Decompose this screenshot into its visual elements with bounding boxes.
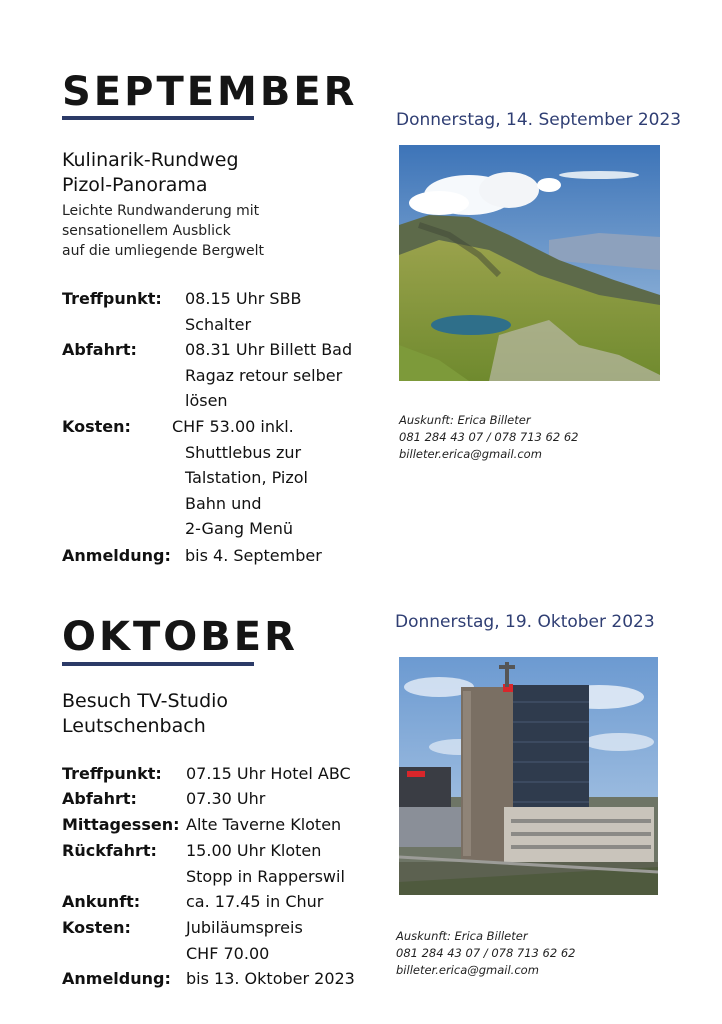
- detail-label: Treffpunkt:: [62, 289, 162, 308]
- detail-label: Rückfahrt:: [62, 841, 157, 860]
- value-line: 15.00 Uhr Kloten: [186, 841, 322, 860]
- month-heading-september: SEPTEMBER: [62, 69, 358, 115]
- detail-value: [186, 786, 265, 812]
- event-title-september: [62, 148, 239, 198]
- value-line: CHF 53.00 inkl.: [172, 417, 294, 436]
- detail-label: Anmeldung:: [62, 546, 171, 565]
- detail-label: Kosten:: [62, 918, 131, 937]
- detail-value: [172, 414, 308, 542]
- value-line: ca. 17.45 in Chur: [186, 892, 324, 911]
- value-line: 07.15 Uhr Hotel ABC: [186, 764, 351, 783]
- description-line: sensationellem Ausblick: [62, 223, 231, 239]
- value-line: Stopp in Rapperswil: [186, 866, 345, 886]
- value-line: Schalter: [185, 314, 252, 334]
- value-line: lösen: [185, 391, 228, 410]
- description-line: Leichte Rundwanderung mit: [62, 203, 260, 219]
- detail-label: Treffpunkt:: [62, 764, 162, 783]
- detail-label: Abfahrt:: [62, 340, 137, 359]
- mountain-lake-photo: [399, 145, 660, 381]
- value-line: Jubiläumspreis: [186, 918, 303, 937]
- month-heading-oktober: OKTOBER: [62, 614, 298, 660]
- contact-name: Auskunft: Erica Billeter: [396, 929, 528, 943]
- heading-underline: [62, 116, 254, 120]
- heading-underline: [62, 662, 254, 666]
- value-line: CHF 70.00: [186, 943, 270, 963]
- contact-info-september: [399, 412, 578, 463]
- detail-value: [186, 915, 303, 966]
- detail-value: [185, 337, 352, 414]
- event-title-oktober: [62, 689, 228, 739]
- description-line: auf die umliegende Bergwelt: [62, 243, 264, 259]
- detail-value: [186, 812, 341, 838]
- value-line: bis 13. Oktober 2023: [186, 969, 355, 988]
- detail-value: [186, 761, 351, 787]
- contact-email[interactable]: billeter.erica@gmail.com: [396, 963, 539, 977]
- contact-info-oktober: [396, 928, 575, 979]
- contact-name: Auskunft: Erica Billeter: [399, 413, 531, 427]
- detail-value: [186, 966, 355, 992]
- contact-phone: 081 284 43 07 / 078 713 62 62: [399, 430, 579, 444]
- title-line: Besuch TV-Studio: [62, 690, 229, 712]
- value-line: Alte Taverne Kloten: [186, 815, 342, 834]
- value-line: 08.31 Uhr Billett Bad: [185, 340, 353, 359]
- value-line: Talstation, Pizol: [185, 468, 308, 487]
- event-date-oktober: Donnerstag, 19. Oktober 2023: [395, 612, 655, 632]
- tv-studio-building-photo: [399, 657, 658, 895]
- detail-label: Anmeldung:: [62, 969, 171, 988]
- title-line: Kulinarik-Rundweg: [62, 149, 239, 171]
- contact-phone: 081 284 43 07 / 078 713 62 62: [396, 946, 576, 960]
- value-line: 07.30 Uhr: [186, 789, 266, 808]
- value-line: Shuttlebus zur: [185, 442, 302, 462]
- contact-email[interactable]: billeter.erica@gmail.com: [399, 447, 542, 461]
- title-line: Pizol-Panorama: [62, 174, 208, 196]
- event-date-september: Donnerstag, 14. September 2023: [396, 110, 682, 130]
- detail-label: Abfahrt:: [62, 789, 137, 808]
- value-line: bis 4. September: [185, 546, 322, 565]
- value-line: Bahn und: [185, 493, 262, 513]
- value-line: 2-Gang Menü: [185, 519, 294, 538]
- event-description-september: [62, 201, 264, 261]
- detail-value: [185, 286, 302, 337]
- detail-value: [186, 889, 323, 915]
- detail-value: [186, 838, 345, 889]
- detail-label: Kosten:: [62, 417, 131, 436]
- detail-value: [185, 543, 322, 569]
- detail-label: Ankunft:: [62, 892, 141, 911]
- value-line: Ragaz retour selber: [185, 365, 343, 385]
- title-line: Leutschenbach: [62, 715, 206, 737]
- value-line: 08.15 Uhr SBB: [185, 289, 302, 308]
- detail-label: Mittagessen:: [62, 815, 180, 834]
